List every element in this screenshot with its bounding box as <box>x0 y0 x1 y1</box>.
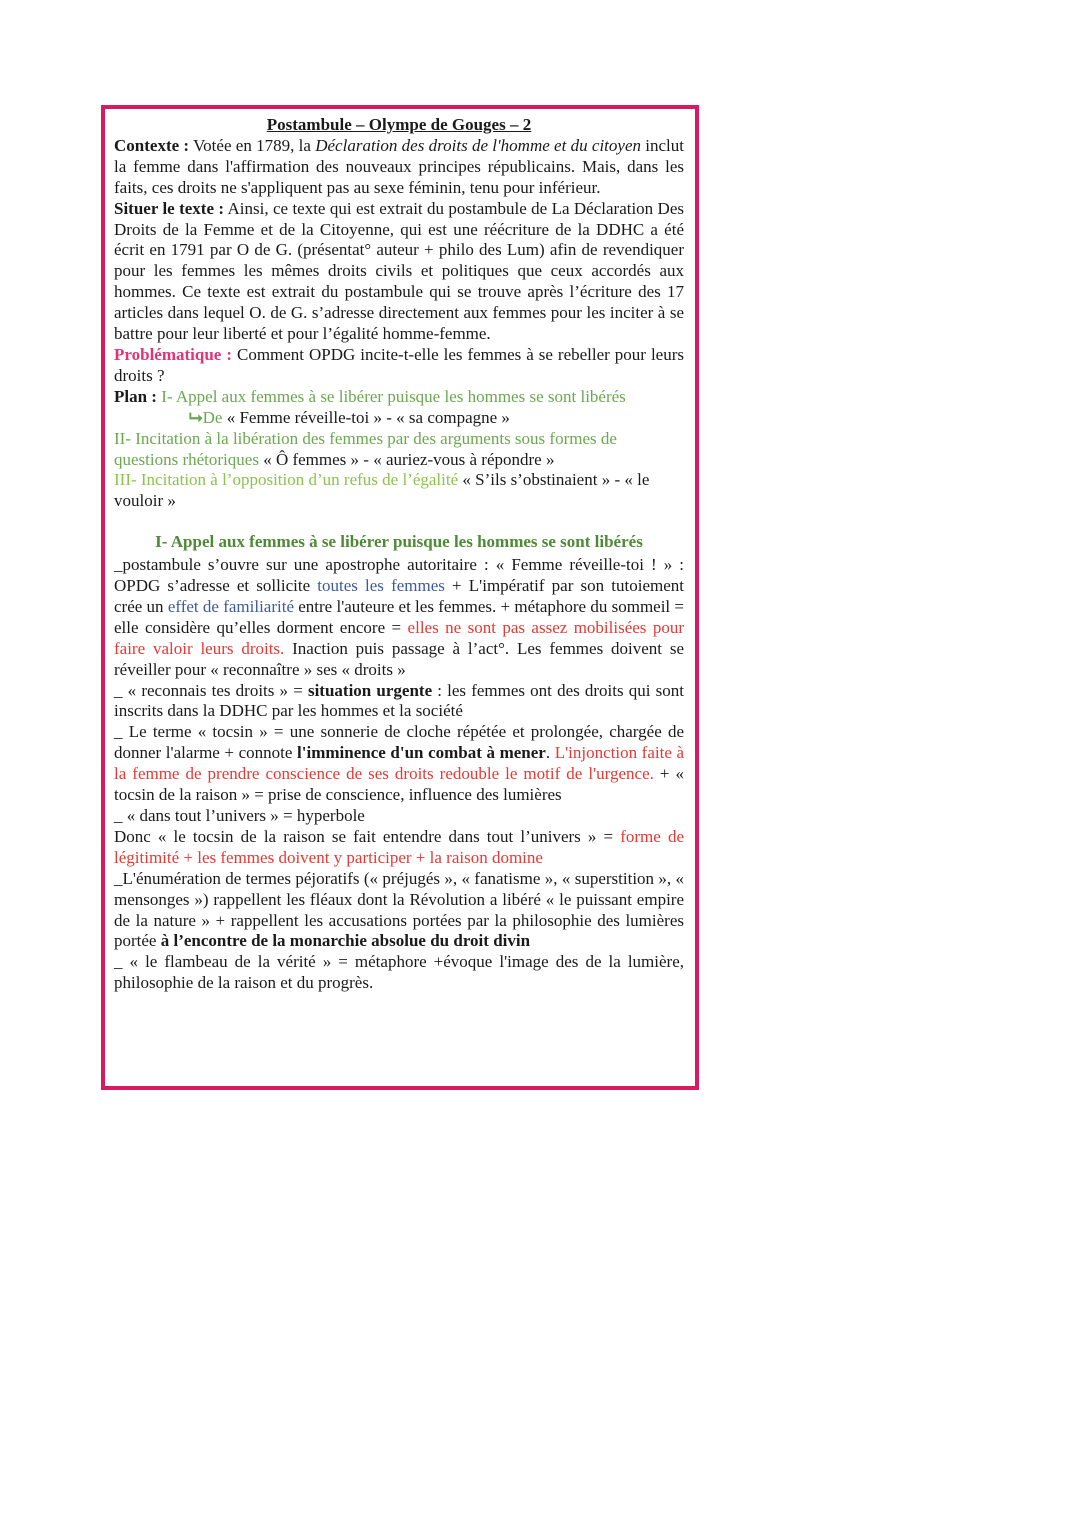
s1p6-text-a: _L'énumération de termes péjoratifs (« préjugés », « fanatisme », « superstition », « mensonges ») rappellent les fléaux dont la Révolution a libéré « le puissant empire de la nature » + rappellent les accusations portées par la philosophie des lumières portée <box>114 868 684 951</box>
plan-part-3-quotes: « S’ils s’obstinaient » - « le vouloir » <box>114 470 650 511</box>
section-1-paragraph-4: _ « dans tout l’univers » = hyperbole <box>114 806 365 825</box>
s1p3-text-a: _ Le terme « tocsin » = une sonnerie de cloche répétée et prolongée, chargée de donner l'alarme + connote <box>114 722 684 763</box>
s1p1-text-e: entre l'auteure et les femmes. + métaphore du sommeil = elle considère qu’elles dorment encore = <box>114 596 684 637</box>
turn-arrow-icon: ⮡ <box>189 407 203 427</box>
section-1-paragraph-3 <box>114 722 684 806</box>
plan-part-2-text: II- Incitation à la libération des femmes par des arguments sous formes de questions rhétoriques <box>114 428 617 469</box>
s1p5-text-a: Donc « le tocsin de la raison se fait entendre dans tout l’univers » = <box>114 826 621 846</box>
problematique-label: Problématique : <box>114 344 232 364</box>
page-title: Postambule – Olympe de Gouges – 2 <box>266 115 532 134</box>
s1p1-text-a: _postambule s’ouvre sur une apostrophe autoritaire : « Femme réveille-toi ! » : OPDG s’adresse et sollicite <box>114 555 684 596</box>
document-content <box>114 115 684 994</box>
s1p2-text-c: : les femmes ont des droits qui sont inscrits dans la DDHC par les hommes et la société <box>114 680 684 721</box>
problematique-text: Comment OPDG incite-t-elle les femmes à se rebeller pour leurs droits ? <box>114 344 684 385</box>
section-1-paragraph-5 <box>114 827 684 869</box>
s1p1-highlight-blue-2: effet de familiarité <box>167 596 294 616</box>
situer-paragraph <box>114 199 684 345</box>
contexte-label: Contexte : <box>114 135 190 155</box>
s1p2-text-a: _ « reconnais tes droits » = <box>114 680 308 700</box>
s1p1-highlight-blue-1: toutes les femmes <box>317 576 445 596</box>
s1p5-highlight-red: forme de légitimité + les femmes doivent y participer + la raison domine <box>114 826 684 867</box>
contexte-text-2: inclut la femme dans l'affirmation des nouveaux principes républicains. Mais, dans les faits, ces droits ne s'appliquent pas au sexe féminin, tenu pour inférieur. <box>114 135 685 197</box>
section-1-paragraph-7: _ « le flambeau de la vérité » = métaphore +évoque l'image des de la lumière, philosophie de la raison et du progrès. <box>114 952 684 993</box>
s1p6-bold: à l’encontre de la monarchie absolue du droit divin <box>160 931 531 951</box>
plan-part-1-quotes-black: « Femme réveille-toi » - « sa compagne » <box>222 407 510 427</box>
section-1-paragraph-2 <box>114 681 684 723</box>
s1p1-highlight-red: elles ne sont pas assez mobilisées pour faire valoir leurs droits. <box>114 617 684 658</box>
contexte-paragraph <box>114 136 684 199</box>
plan-part-1-text: I- Appel aux femmes à se libérer puisque les hommes se sont libérés <box>156 386 626 406</box>
plan-part-2 <box>114 429 684 471</box>
situer-label: Situer le texte : <box>114 198 225 218</box>
s1p3-bold: l'imminence d'un combat à mener <box>297 743 546 763</box>
plan-part-2-quotes: « Ô femmes » - « auriez-vous à répondre » <box>258 449 555 469</box>
s1p1-text-c: + L'impératif par son tutoiement crée un <box>114 576 684 616</box>
section-1-title: I- Appel aux femmes à se libérer puisque les hommes se sont libérés <box>155 532 643 552</box>
s1p3-text-e: + « tocsin de la raison » = prise de conscience, influence des lumières <box>114 764 684 805</box>
section-1-paragraph-1 <box>114 555 684 680</box>
s1p3-text-c: . <box>545 743 555 763</box>
section-1-paragraph-6 <box>114 869 684 953</box>
plan-part-3-text: III- Incitation à l’opposition d’un refus de l’égalité <box>114 470 459 490</box>
contexte-text-1: Votée en 1789, la <box>189 135 316 155</box>
problematique-paragraph <box>114 345 684 387</box>
s1p1-text-g: Inaction puis passage à l’act°. Les femmes doivent se réveiller pour « reconnaître » ses « droits » <box>114 638 684 679</box>
contexte-italic-title: Déclaration des droits de l'homme et du citoyen <box>315 135 641 155</box>
plan-part-1-quotes-green: De <box>202 407 223 427</box>
s1p2-bold: situation urgente <box>307 680 433 700</box>
situer-text: Ainsi, ce texte qui est extrait du postambule de La Déclaration Des Droits de la Femme et de la Citoyenne, qui est une réécriture de la DDHC a été écrit en 1791 par O de G. (présentat° auteur + philo des Lum) afin de revendiquer pour les femmes les mêmes droits civils et politiques que ceux accordés aux hommes. Ce texte est extrait du postambule qui se trouve après l’écriture des 17 articles dans lequel O. de G. s’adresse directement aux femmes pour les inciter à se battre pour leur liberté et pour l’égalité homme-femme. <box>114 198 684 344</box>
plan-part-1-quotes <box>114 408 684 429</box>
plan-part-1 <box>114 387 684 408</box>
plan-part-3 <box>114 470 684 512</box>
plan-label: Plan : <box>114 386 157 406</box>
s1p3-highlight-red: L'injonction faite à la femme de prendre conscience de ses droits redouble le motif de l'urgence. <box>114 743 685 784</box>
